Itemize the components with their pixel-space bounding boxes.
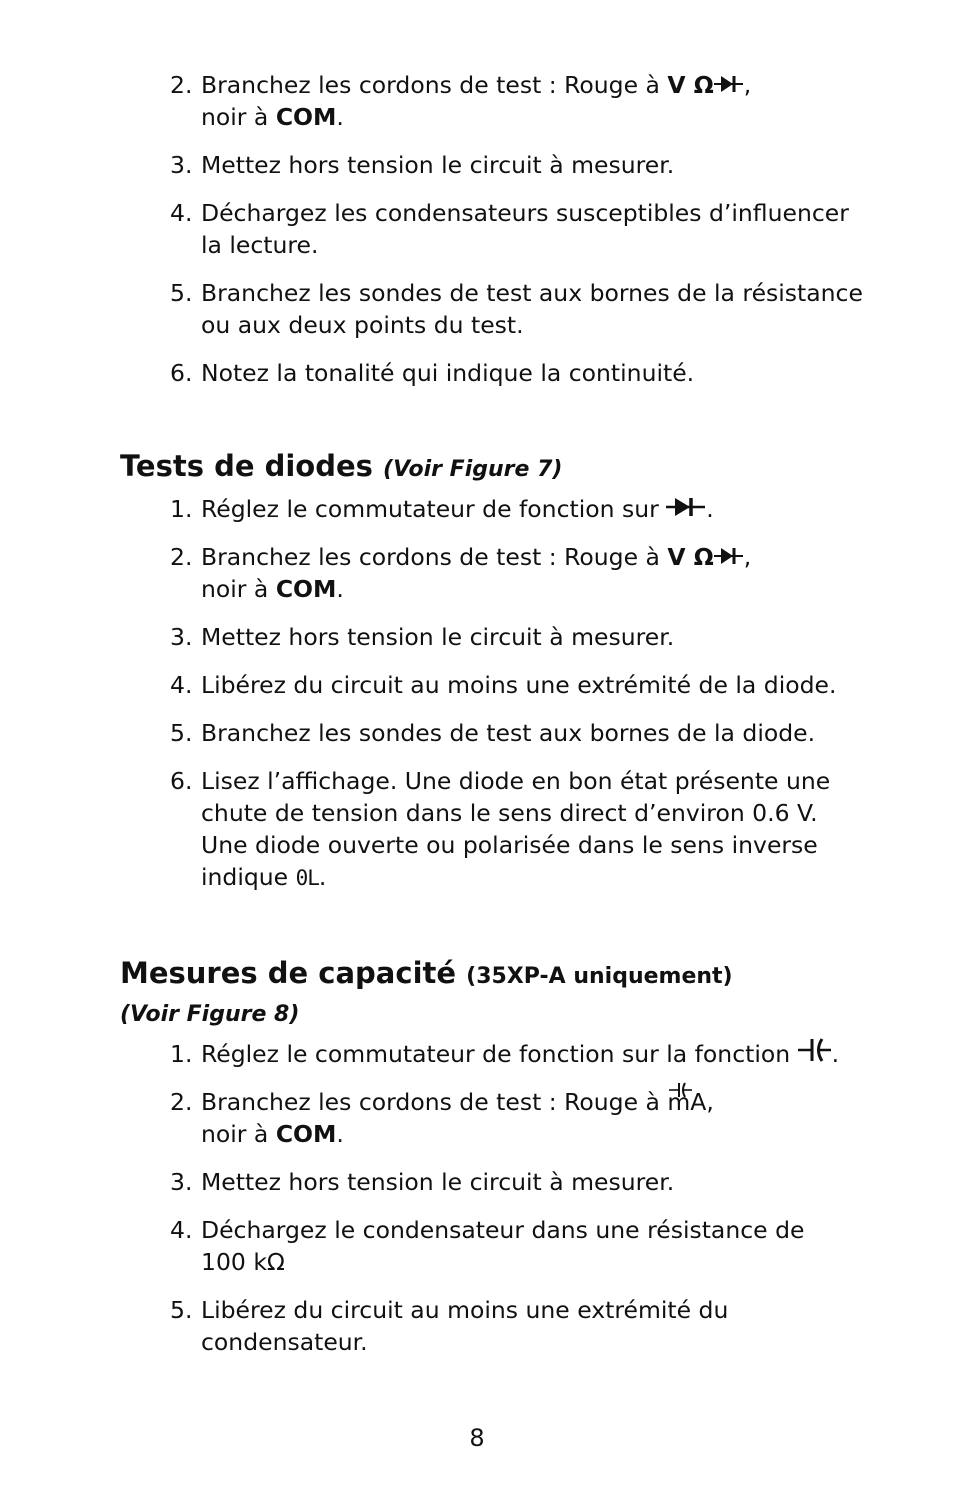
section-title-text: Tests de diodes bbox=[120, 449, 384, 483]
list-item bbox=[170, 1294, 890, 1358]
step-text: . bbox=[831, 1040, 840, 1068]
step-number: 1. bbox=[170, 1040, 193, 1068]
step-number: 3. bbox=[170, 1168, 193, 1196]
capacity-section-title bbox=[120, 955, 733, 995]
list-item bbox=[170, 69, 890, 133]
step-text: noir à bbox=[201, 1120, 276, 1148]
step-number: 2. bbox=[170, 71, 193, 99]
list-item bbox=[170, 669, 890, 701]
list-item bbox=[170, 149, 890, 181]
step-number: 3. bbox=[170, 151, 193, 179]
step-text: Réglez le commutateur de fonction sur la fonction bbox=[201, 1040, 798, 1068]
list-item bbox=[170, 1038, 890, 1070]
list-item bbox=[170, 717, 890, 749]
list-item bbox=[170, 493, 890, 525]
ma-terminal bbox=[667, 1086, 706, 1118]
capacity-steps bbox=[170, 1038, 890, 1374]
step-number: 4. bbox=[170, 199, 193, 227]
capacitor-icon bbox=[798, 1038, 832, 1070]
step-text: Branchez les cordons de test : Rouge à bbox=[201, 71, 668, 99]
step-number: 3. bbox=[170, 623, 193, 651]
section-title-text: Mesures de capacité bbox=[120, 956, 467, 990]
page-number: 8 bbox=[469, 1424, 485, 1452]
step-number: 5. bbox=[170, 1296, 193, 1324]
list-item bbox=[170, 1086, 890, 1150]
step-number: 1. bbox=[170, 495, 193, 523]
step-text: . bbox=[336, 1120, 344, 1148]
step-number: 6. bbox=[170, 359, 193, 387]
step-text: la lecture. bbox=[201, 231, 319, 259]
terminal-label: COM bbox=[275, 103, 337, 131]
step-text: Lisez l’affichage. Une diode en bon état présente une bbox=[201, 767, 831, 795]
step-number: 4. bbox=[170, 1216, 193, 1244]
step-text: Déchargez les condensateurs susceptibles d’influencer bbox=[201, 199, 849, 227]
step-text: Branchez les sondes de test aux bornes de la résistance bbox=[201, 279, 863, 307]
step-text: , bbox=[706, 1088, 714, 1116]
terminal-label: COM bbox=[275, 575, 337, 603]
ma-label: mA bbox=[667, 1088, 707, 1116]
terminal-label: V Ω bbox=[667, 71, 714, 99]
figure-reference: (Voir Figure 8) bbox=[120, 1002, 300, 1027]
diode-icon bbox=[714, 541, 744, 573]
diode-section-title bbox=[120, 448, 562, 488]
step-number: 5. bbox=[170, 279, 193, 307]
step-text: ou aux deux points du test. bbox=[201, 311, 524, 339]
step-text: . bbox=[336, 103, 344, 131]
step-text: Une diode ouverte ou polarisée dans le sens inverse bbox=[201, 831, 818, 859]
list-item bbox=[170, 197, 890, 261]
step-text: Déchargez le condensateur dans une résistance de bbox=[201, 1216, 805, 1244]
step-text: Mettez hors tension le circuit à mesurer. bbox=[201, 151, 675, 179]
step-number: 6. bbox=[170, 767, 193, 795]
step-text: condensateur. bbox=[201, 1328, 368, 1356]
step-text: Mettez hors tension le circuit à mesurer. bbox=[201, 1168, 675, 1196]
step-text: , bbox=[743, 71, 752, 99]
list-item bbox=[170, 1166, 890, 1198]
diode-icon bbox=[666, 493, 706, 525]
step-text: noir à bbox=[201, 103, 276, 131]
step-text: Branchez les sondes de test aux bornes de la diode. bbox=[201, 719, 816, 747]
step-text: Branchez les cordons de test : Rouge à bbox=[201, 543, 668, 571]
list-item bbox=[170, 277, 890, 341]
step-text: Réglez le commutateur de fonction sur bbox=[201, 495, 667, 523]
step-text: . bbox=[336, 575, 344, 603]
step-number: 5. bbox=[170, 719, 193, 747]
terminal-label: COM bbox=[275, 1120, 337, 1148]
list-item bbox=[170, 541, 890, 605]
step-text: Mettez hors tension le circuit à mesurer. bbox=[201, 623, 675, 651]
capacitor-icon bbox=[669, 1074, 693, 1106]
step-text: Libérez du circuit au moins une extrémité du bbox=[201, 1296, 729, 1324]
step-text: . bbox=[706, 495, 714, 523]
step-number: 4. bbox=[170, 671, 193, 699]
step-text: indique bbox=[201, 863, 296, 891]
terminal-label: V Ω bbox=[667, 543, 714, 571]
diode-steps bbox=[170, 493, 890, 910]
list-item bbox=[170, 357, 890, 389]
step-text: chute de tension dans le sens direct d’environ 0.6 V. bbox=[201, 799, 818, 827]
step-text: noir à bbox=[201, 575, 276, 603]
step-text: Libérez du circuit au moins une extrémité de la diode. bbox=[201, 671, 837, 699]
model-note: (35XP-A uniquement) bbox=[466, 964, 733, 989]
step-text: Notez la tonalité qui indique la continuité. bbox=[201, 359, 695, 387]
overload-display-text: 0L bbox=[295, 866, 319, 890]
list-item bbox=[170, 621, 890, 653]
step-text: . bbox=[318, 863, 327, 891]
figure-reference: (Voir Figure 7) bbox=[383, 457, 563, 482]
step-text: Branchez les cordons de test : Rouge à bbox=[201, 1088, 668, 1116]
step-number: 2. bbox=[170, 543, 193, 571]
list-item bbox=[170, 765, 890, 894]
continuity-steps bbox=[170, 69, 890, 405]
step-number: 2. bbox=[170, 1088, 193, 1116]
step-text: , bbox=[743, 543, 752, 571]
list-item bbox=[170, 1214, 890, 1278]
step-text: 100 kΩ bbox=[201, 1248, 285, 1276]
diode-icon bbox=[714, 69, 744, 101]
